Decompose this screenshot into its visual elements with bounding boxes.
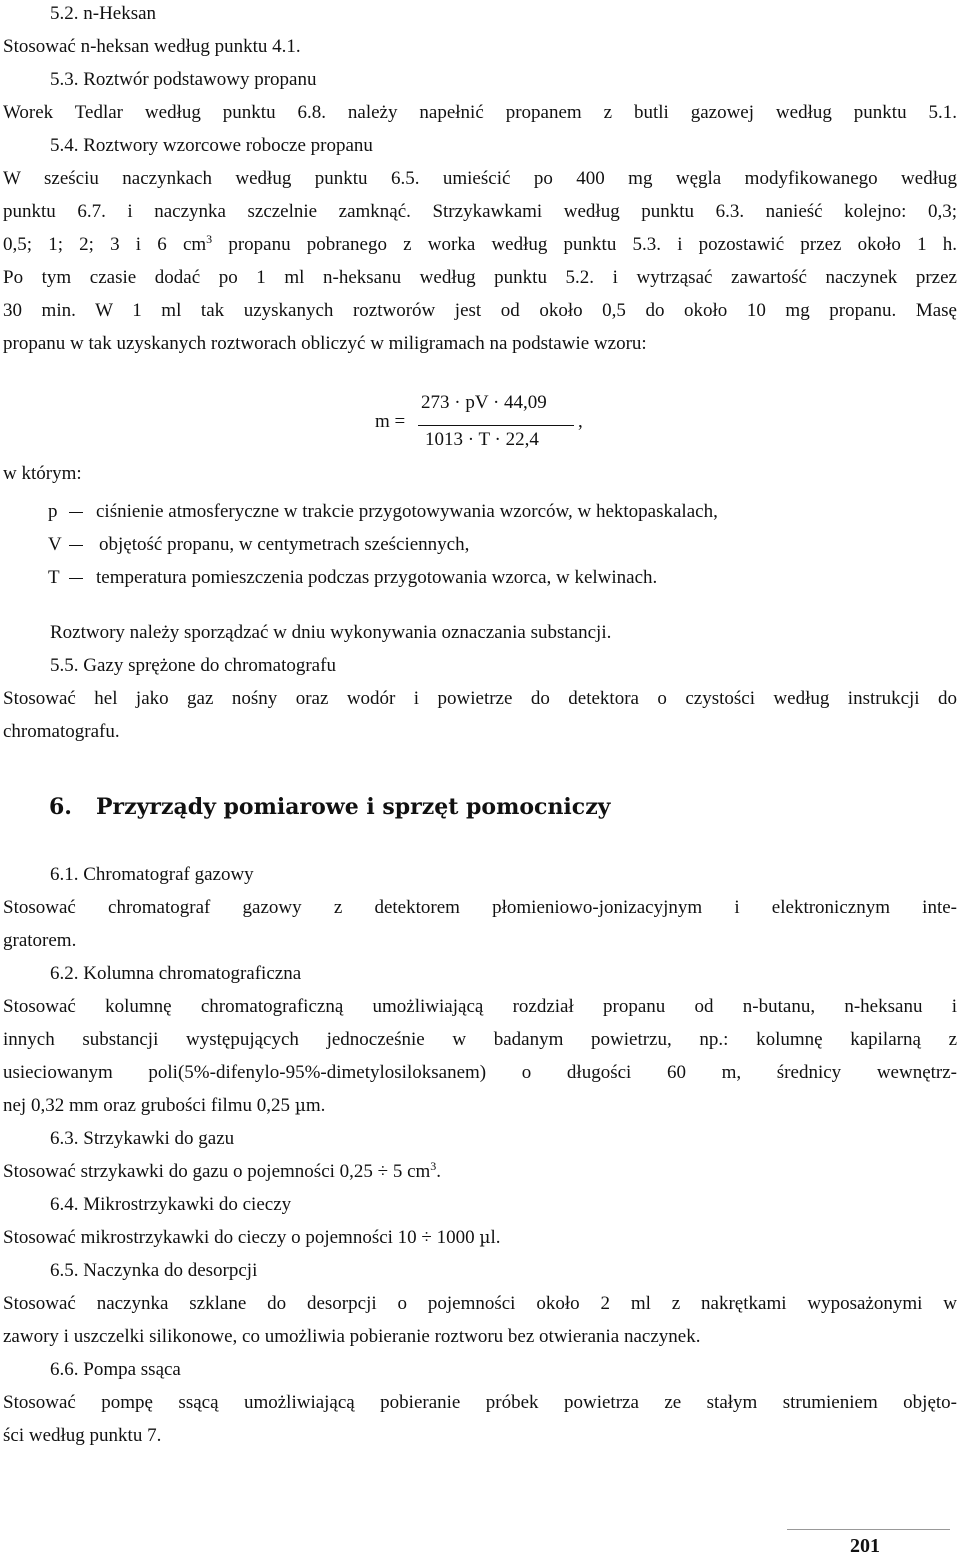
paragraph-line: innych substancji występujących jednocześnie w badanym powietrzu, np.: kolumnę kapilarną z bbox=[3, 1029, 957, 1050]
formula-comma: , bbox=[578, 411, 583, 432]
legend-text-v: objętość propanu, w centymetrach sześciennych, bbox=[99, 534, 470, 555]
formula-numerator: 273 · pV · 44,09 bbox=[421, 392, 547, 413]
paragraph-line: 0,5; 1; 2; 3 i 6 $cm^3$ propanu pobranego z worka według punktu 5.3. i pozostawić przez około 1 h. bbox=[3, 232, 957, 255]
paragraph-line: chromatografu. bbox=[3, 721, 120, 742]
paragraph-line: Worek Tedlar według punktu 6.8. należy napełnić propanem z butli gazowej według punktu 5.1. bbox=[3, 102, 957, 123]
mass-formula bbox=[370, 392, 610, 462]
legend-dash bbox=[69, 545, 83, 546]
section-heading-6 bbox=[49, 796, 610, 818]
paragraph-line: Stosować strzykawki do gazu o pojemności 0,25 ÷ 5 $cm^3$. bbox=[3, 1159, 442, 1182]
paragraph-line: Stosować chromatograf gazowy z detektorem płomieniowo-jonizacyjnym i elektronicznym inte- bbox=[3, 897, 957, 918]
subsection-heading-6-1: 6.1. Chromatograf gazowy bbox=[50, 864, 254, 885]
paragraph-line: W sześciu naczynkach według punktu 6.5. umieścić po 400 mg węgla modyfikowanego według bbox=[3, 168, 957, 189]
formula-lhs: m = bbox=[375, 411, 406, 432]
superscript: 3 bbox=[430, 1159, 437, 1173]
paragraph-line: 30 min. W 1 ml tak uzyskanych roztworów jest od około 0,5 do około 10 mg propanu. Masę bbox=[3, 300, 957, 321]
legend-symbol-p: p bbox=[48, 501, 58, 522]
paragraph-line: punktu 6.7. i naczynka szczelnie zamknąć. Strzykawkami według punktu 6.3. nanieść kolejno: 0,3; bbox=[3, 201, 957, 222]
section-number: 6. bbox=[49, 794, 72, 820]
subsection-heading-5-5: 5.5. Gazy sprężone do chromatografu bbox=[50, 655, 336, 676]
subsection-heading-6-2: 6.2. Kolumna chromatograficzna bbox=[50, 963, 302, 984]
micro-symbol: µ bbox=[479, 1228, 491, 1248]
legend-symbol-v: V bbox=[48, 534, 62, 555]
paragraph-line: zawory i uszczelki silikonowe, co umożliwia pobieranie roztworu bez otwierania naczynek. bbox=[3, 1326, 701, 1347]
subsection-heading-5-3: 5.3. Roztwór podstawowy propanu bbox=[50, 69, 317, 90]
paragraph-line: Stosować kolumnę chromatograficzną umożliwiającą rozdział propanu od n-butanu, n-heksanu i bbox=[3, 996, 957, 1017]
paragraph-line: Stosować n-heksan według punktu 4.1. bbox=[3, 36, 301, 57]
paragraph-line: Roztwory należy sporządzać w dniu wykonywania oznaczania substancji. bbox=[50, 622, 612, 643]
subsection-heading-6-6: 6.6. Pompa ssąca bbox=[50, 1359, 181, 1380]
subsection-heading-5-2: 5.2. n-Heksan bbox=[50, 3, 157, 24]
subsection-heading-5-4: 5.4. Roztwory wzorcowe robocze propanu bbox=[50, 135, 373, 156]
paragraph-line: gratorem. bbox=[3, 930, 77, 951]
paragraph-line: Stosować mikrostrzykawki do cieczy o pojemności 10 ÷ 1000 µl. bbox=[3, 1227, 501, 1248]
footer-rule bbox=[787, 1529, 950, 1530]
legend-symbol-t: T bbox=[48, 567, 60, 588]
paragraph-line: propanu w tak uzyskanych roztworach obliczyć w miligramach na podstawie wzoru: bbox=[3, 333, 647, 354]
superscript: 3 bbox=[206, 232, 213, 246]
subsection-heading-6-5: 6.5. Naczynka do desorpcji bbox=[50, 1260, 258, 1281]
paragraph-line: Stosować naczynka szklane do desorpcji o pojemności około 2 ml z nakrętkami wyposażonymi w bbox=[3, 1293, 957, 1314]
legend-text-t: temperatura pomieszczenia podczas przygotowania wzorca, w kelwinach. bbox=[96, 567, 658, 588]
legend-dash bbox=[69, 512, 83, 513]
paragraph-line: nej 0,32 mm oraz grubości filmu 0,25 µm. bbox=[3, 1095, 326, 1116]
subsection-heading-6-3: 6.3. Strzykawki do gazu bbox=[50, 1128, 235, 1149]
paragraph-line: Stosować hel jako gaz nośny oraz wodór i powietrze do detektora o czystości według instrukcji do bbox=[3, 688, 957, 709]
legend-text-p: ciśnienie atmosferyczne w trakcie przygotowywania wzorców, w hektopaskalach, bbox=[96, 501, 718, 522]
paragraph-line: usieciowanym poli(5%-difenylo-95%-dimetylosiloksanem) o długości 60 m, średnicy wewnętrz- bbox=[3, 1062, 957, 1083]
fraction-bar bbox=[418, 425, 574, 426]
micro-symbol: µ bbox=[294, 1096, 306, 1116]
paragraph-line: Stosować pompę ssącą umożliwiającą pobieranie próbek powietrza ze stałym strumieniem objęto- bbox=[3, 1392, 957, 1413]
section-title: Przyrządy pomiarowe i sprzęt pomocniczy bbox=[95, 794, 611, 820]
legend-intro: w którym: bbox=[3, 463, 82, 484]
legend-dash bbox=[69, 578, 83, 579]
paragraph-line: Po tym czasie dodać po 1 ml n-heksanu według punktu 5.2. i wytrząsać zawartość naczynek przez bbox=[3, 267, 957, 288]
page-number: 201 bbox=[850, 1535, 880, 1557]
subsection-heading-6-4: 6.4. Mikrostrzykawki do cieczy bbox=[50, 1194, 292, 1215]
formula-denominator: 1013 · T · 22,4 bbox=[425, 429, 539, 450]
paragraph-line: ści według punktu 7. bbox=[3, 1425, 162, 1446]
